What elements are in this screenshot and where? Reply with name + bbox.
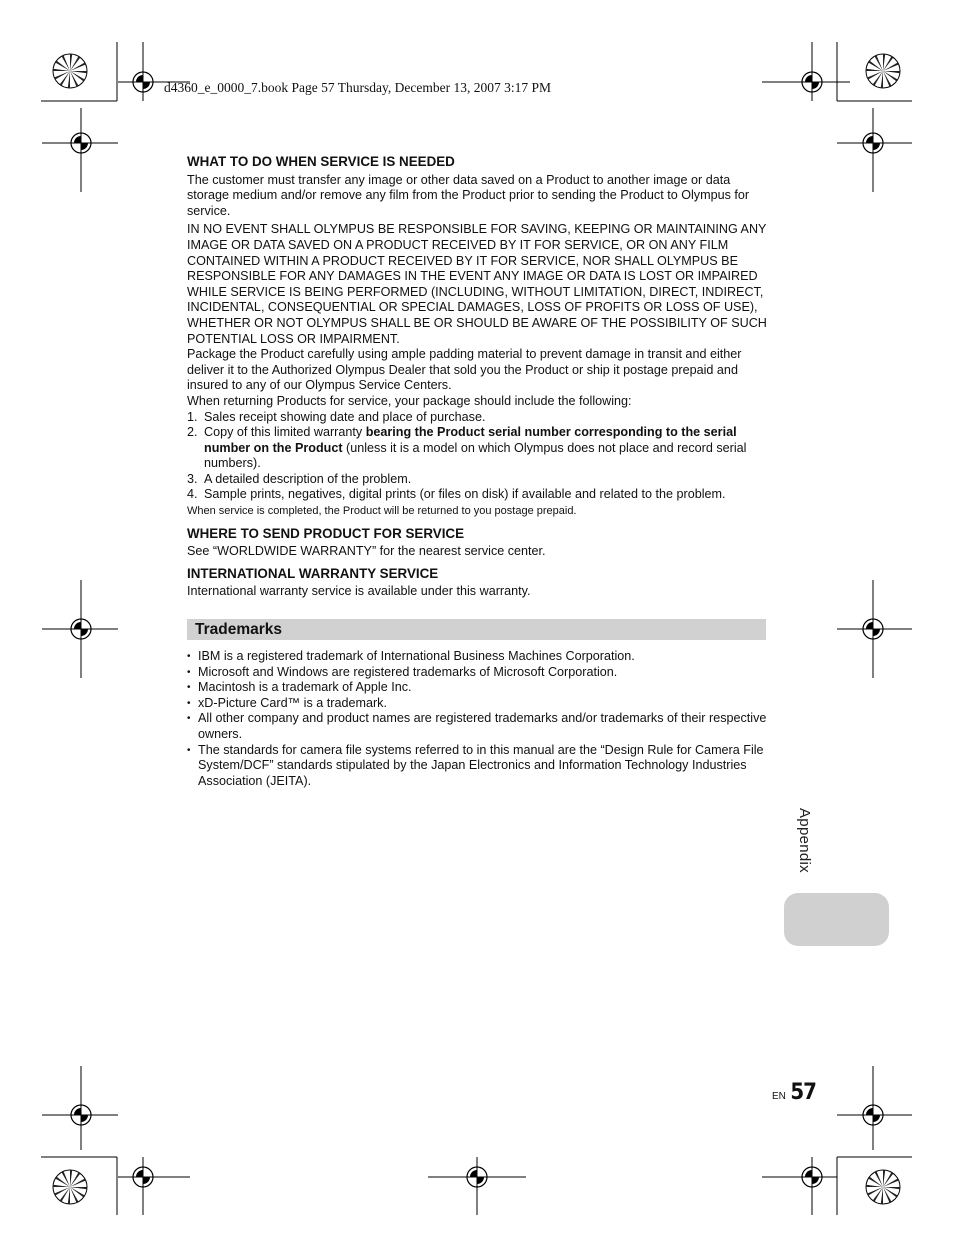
registration-quadrant [812, 1177, 819, 1184]
registration-quadrant [866, 136, 873, 143]
list-item: • All other company and product names are registered trademarks and/or trademarks of their respective owners. [187, 711, 767, 742]
list-item: 4. Sample prints, negatives, digital prints (or files on disk) if available and related to the problem. [187, 487, 726, 502]
registration-quadrant [470, 1170, 477, 1177]
list-item: 2. Copy of this limited warranty bearing the Product serial number corresponding to the serial number on the Product (unless it is a model on which Olympus does not place and record serial numbers). [187, 425, 747, 471]
registration-quadrant [866, 622, 873, 629]
list-item: 3. A detailed description of the problem. [187, 471, 412, 486]
registration-quadrant [812, 82, 819, 89]
international-text: International warranty service is available under this warranty. [187, 584, 531, 599]
registration-quadrant [873, 143, 880, 150]
service-disclaimer: IN NO EVENT SHALL OLYMPUS BE RESPONSIBLE FOR SAVING, KEEPING OR MAINTAINING ANY IMAGE OR DATA SAVED ON A PRODUCT RECEIVED BY IT FOR SERVICE, OR ON ANY FILM CONTAINED WITHIN A PRODUCT RECEIVED BY IT FOR SERVICE, NOR SHALL OLYMPUS BE RESPONSIBLE FOR ANY DAMAGES IN THE EVENT ANY IMAGE OR DATA IS LOST OR IMPAIRED WHILE SERVICE IS BEING PERFORMED (INCLUDING, WITHOUT LIMITATION, DIRECT, INDIRECT, INCIDENTAL, CONSEQUENTIAL OR SPECIAL DAMAGES, LOSS OF PROFITS OR LOSS OF USE), WHETHER OR NOT OLYMPUS SHALL BE OR SHOULD BE AWARE OF THE POSSIBILITY OF SUCH POTENTIAL LOSS OR IMPAIRMENT. [187, 222, 767, 346]
registration-quadrant [805, 1170, 812, 1177]
service-paragraph-4: When returning Products for service, your package should include the following: [187, 393, 632, 408]
registration-quadrant [873, 629, 880, 636]
list-item: 1. Sales receipt showing date and place of purchase. [187, 409, 486, 424]
service-items-list [187, 410, 767, 504]
registration-quadrant [805, 75, 812, 82]
registration-quadrant [143, 1177, 150, 1184]
book-header-info: d4360_e_0000_7.book Page 57 Thursday, December 13, 2007 3:17 PM [164, 80, 551, 95]
service-paragraph-1: The customer must transfer any image or other data saved on a Product to another image or data storage medium and/or remove any film from the Product prior to sending the Product to Olympus for service. [187, 172, 750, 218]
registration-quadrant [74, 622, 81, 629]
where-text: See “WORLDWIDE WARRANTY” for the nearest service center. [187, 544, 546, 559]
trademarks-section-title: Trademarks [187, 619, 766, 640]
registration-quadrant [477, 1177, 484, 1184]
language-code: EN [772, 1091, 786, 1102]
registration-quadrant [74, 1108, 81, 1115]
registration-quadrant [873, 1115, 880, 1122]
registration-quadrant [81, 143, 88, 150]
page-number [772, 1080, 816, 1105]
appendix-side-label: Appendix [796, 808, 813, 873]
list-item: • Macintosh is a trademark of Apple Inc. [187, 680, 767, 696]
list-item: • The standards for camera file systems referred to in this manual are the “Design Rule for Camera File System/DCF” standards stipulated by the Japan Electronics and Information Technology Industries Association (JEITA). [187, 743, 767, 790]
registration-quadrant [866, 1108, 873, 1115]
where-heading: WHERE TO SEND PRODUCT FOR SERVICE [187, 525, 465, 541]
international-heading: INTERNATIONAL WARRANTY SERVICE [187, 565, 439, 581]
trademarks-list [187, 649, 767, 789]
registration-quadrant [136, 1170, 143, 1177]
list-item: • Microsoft and Windows are registered trademarks of Microsoft Corporation. [187, 665, 767, 681]
appendix-thumb-tab [784, 893, 889, 946]
registration-quadrant [74, 136, 81, 143]
list-item: • IBM is a registered trademark of International Business Machines Corporation. [187, 649, 767, 665]
service-note: When service is completed, the Product will be returned to you postage prepaid. [187, 505, 577, 518]
page-number-value: 57 [790, 1080, 816, 1105]
registration-quadrant [136, 75, 143, 82]
registration-quadrant [143, 82, 150, 89]
registration-quadrant [81, 1115, 88, 1122]
service-heading: WHAT TO DO WHEN SERVICE IS NEEDED [187, 154, 455, 169]
service-paragraph-3: Package the Product carefully using ample padding material to prevent damage in transit and either deliver it to the Authorized Olympus Dealer that sold you the Product or ship it postage prepaid and insured to any of our Olympus Service Centers. [187, 347, 742, 393]
registration-quadrant [81, 629, 88, 636]
list-item: • xD-Picture Card™ is a trademark. [187, 696, 767, 712]
service-section [187, 154, 767, 603]
